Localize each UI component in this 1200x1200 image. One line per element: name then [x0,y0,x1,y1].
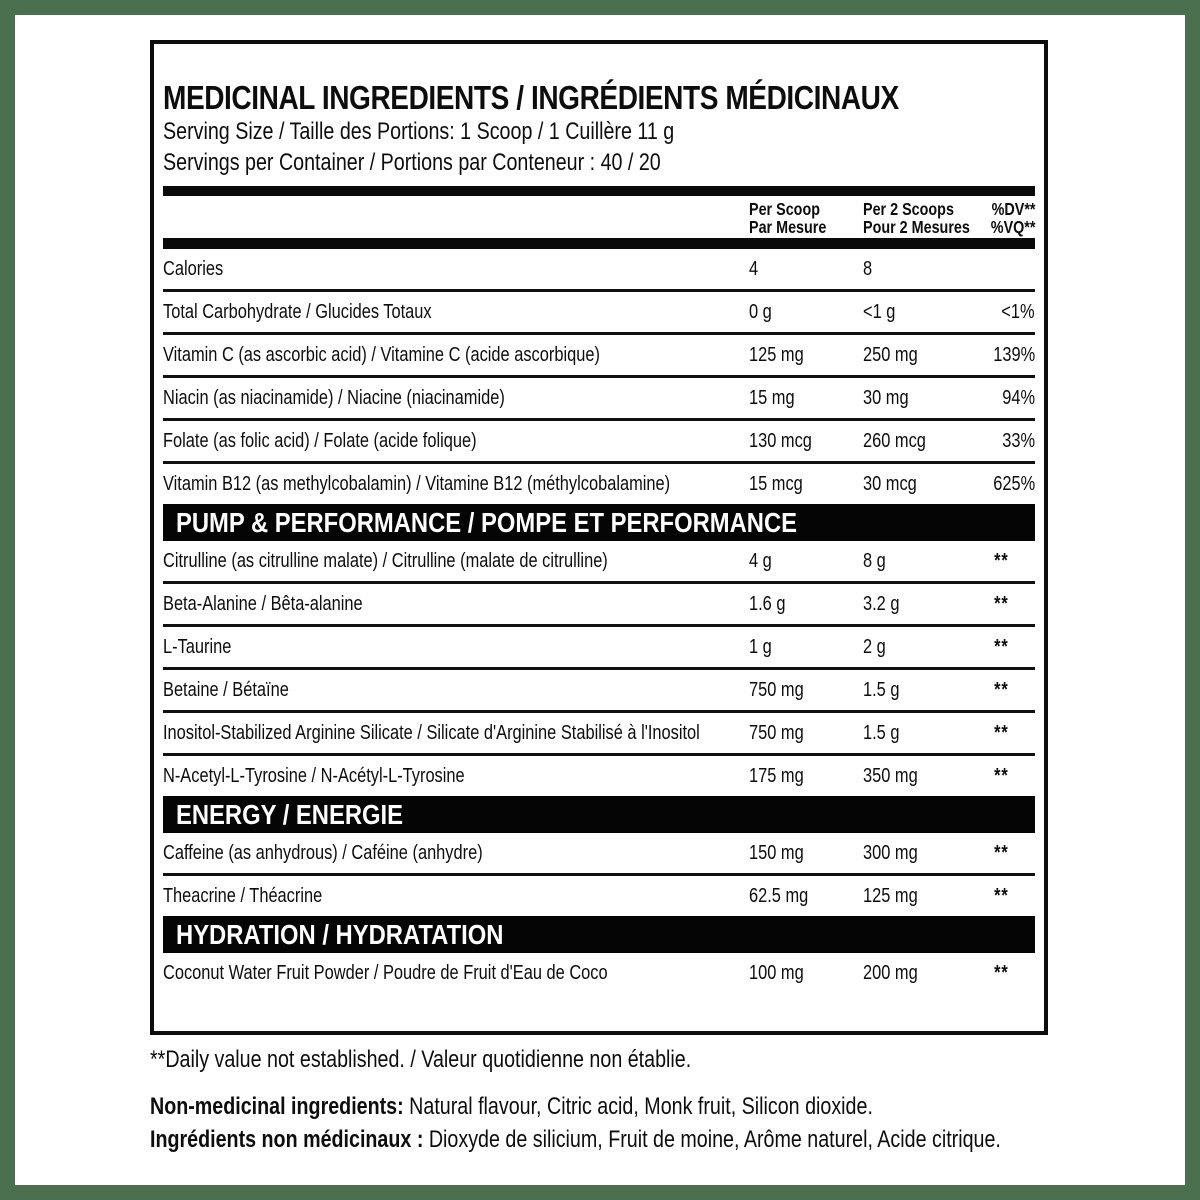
non-medicinal-en-list: Natural flavour, Citric acid, Monk fruit, Silicon dioxide. [403,1093,873,1120]
amount-per-2-scoops: <1 g [863,300,896,323]
ingredient-row [163,627,1035,670]
amount-per-scoop: 100 mg [749,961,804,984]
ingredient-row [163,378,1035,421]
ingredient-row [163,833,1035,876]
daily-value: 625% [993,472,1035,495]
ingredient-name: L-Taurine [163,635,232,658]
amount-per-2-scoops: 350 mg [863,764,918,787]
ingredient-row [163,421,1035,464]
panel-title-text: MEDICINAL INGREDIENTS / INGRÉDIENTS MÉDICINAUX [163,79,899,116]
section-header-label: ENERGY / ENERGIE [176,798,404,830]
amount-per-2-scoops: 260 mcg [863,429,926,452]
ingredient-name: Betaine / Bétaïne [163,678,289,701]
section-header-label: HYDRATION / HYDRATATION [176,918,504,950]
amount-per-2-scoops: 300 mg [863,841,918,864]
daily-value: ** [994,678,1009,701]
amount-per-scoop: 150 mg [749,841,804,864]
daily-value-footnote: **Daily value not established. / Valeur quotidienne non établie. [150,1046,692,1073]
amount-per-scoop: 750 mg [749,678,804,701]
serving-size-line: Serving Size / Taille des Portions: 1 Scoop / 1 Cuillère 11 g [163,118,675,145]
amount-per-2-scoops: 30 mg [863,386,909,409]
section-header [163,916,1035,953]
ingredient-row [163,335,1035,378]
section-header-label: PUMP & PERFORMANCE / POMPE ET PERFORMANCE [176,506,798,538]
daily-value: 139% [993,343,1035,366]
amount-per-scoop: 130 mcg [749,429,812,452]
daily-value: ** [994,764,1009,787]
panel-title [163,80,1035,116]
amount-per-scoop: 62.5 mg [749,884,809,907]
ingredient-row [163,292,1035,335]
daily-value: 94% [1002,386,1035,409]
section-header [163,796,1035,833]
ingredient-name: Beta-Alanine / Bêta-alanine [163,592,363,615]
ingredient-name: Inositol-Stabilized Arginine Silicate / Silicate d'Arginine Stabilisé à l'Inositol [163,721,700,744]
ingredient-row [163,584,1035,627]
ingredient-name: Vitamin C (as ascorbic acid) / Vitamine C (acide ascorbique) [163,343,600,366]
ingredient-name: Citrulline (as citrulline malate) / Citrulline (malate de citrulline) [163,549,608,572]
servings-per-container-line: Servings per Container / Portions par Conteneur : 40 / 20 [163,149,661,176]
amount-per-2-scoops: 250 mg [863,343,918,366]
daily-value: ** [994,721,1009,744]
amount-per-scoop: 750 mg [749,721,804,744]
amount-per-scoop: 125 mg [749,343,804,366]
ingredient-row [163,756,1035,796]
ingredient-name: Vitamin B12 (as methylcobalamin) / Vitamine B12 (méthylcobalamine) [163,472,671,495]
amount-per-2-scoops: 1.5 g [863,678,900,701]
ingredient-name: Folate (as folic acid) / Folate (acide folique) [163,429,477,452]
amount-per-scoop: 15 mg [749,386,795,409]
amount-per-2-scoops: 200 mg [863,961,918,984]
amount-per-scoop: 1.6 g [749,592,786,615]
ingredient-row [163,464,1035,504]
daily-value [965,258,1035,281]
amount-per-2-scoops: 8 [863,257,873,280]
non-medicinal-fr-list: Dioxyde de silicium, Fruit de moine, Arôme naturel, Acide citrique. [423,1126,1001,1153]
non-medicinal-ingredients-fr [150,1125,1188,1154]
ingredient-name: Total Carbohydrate / Glucides Totaux [163,300,432,323]
daily-value: ** [994,549,1009,572]
ingredient-name: N-Acetyl-L-Tyrosine / N-Acétyl-L-Tyrosine [163,764,465,787]
ingredient-row [163,541,1035,584]
ingredient-row [163,713,1035,756]
amount-per-2-scoops: 3.2 g [863,592,900,615]
table-body [163,249,1035,993]
ingredient-row [163,953,1035,993]
amount-per-2-scoops: 1.5 g [863,721,900,744]
ingredient-name: Niacin (as niacinamide) / Niacine (niacinamide) [163,386,505,409]
daily-value: ** [994,635,1009,658]
supplement-facts-panel [150,40,1048,1035]
daily-value: ** [994,961,1009,984]
amount-per-scoop: 4 g [749,549,772,572]
ingredient-name: Calories [163,257,224,280]
divider-thick-top [163,186,1035,196]
amount-per-2-scoops: 30 mcg [863,472,917,495]
column-header-row [163,198,1035,238]
non-medicinal-ingredients-en [150,1092,1032,1121]
daily-value: ** [994,884,1009,907]
amount-per-scoop: 15 mcg [749,472,803,495]
amount-per-2-scoops: 8 g [863,549,886,572]
amount-per-scoop: 4 [749,257,759,280]
column-header-daily-value: %DV** %VQ** [990,199,1035,237]
daily-value: 33% [1002,429,1035,452]
amount-per-2-scoops: 125 mg [863,884,918,907]
ingredient-row [163,249,1035,292]
ingredient-row [163,670,1035,713]
column-header-per-2-scoops: Per 2 Scoops Pour 2 Mesures [863,199,970,237]
ingredient-name: Theacrine / Théacrine [163,884,323,907]
amount-per-scoop: 175 mg [749,764,804,787]
non-medicinal-fr-lead: Ingrédients non médicinaux : [150,1126,424,1153]
ingredient-row [163,876,1035,916]
daily-value: ** [994,592,1009,615]
daily-value: <1% [1001,300,1035,323]
amount-per-2-scoops: 2 g [863,635,886,658]
amount-per-scoop: 1 g [749,635,772,658]
non-medicinal-en-lead: Non-medicinal ingredients: [150,1093,404,1120]
column-header-per-scoop: Per Scoop Par Mesure [749,199,827,237]
section-header [163,504,1035,541]
ingredient-name: Caffeine (as anhydrous) / Caféine (anhydre) [163,841,483,864]
daily-value: ** [994,841,1009,864]
divider-thick-under-headers [163,238,1035,249]
ingredient-name: Coconut Water Fruit Powder / Poudre de Fruit d'Eau de Coco [163,961,608,984]
amount-per-scoop: 0 g [749,300,772,323]
